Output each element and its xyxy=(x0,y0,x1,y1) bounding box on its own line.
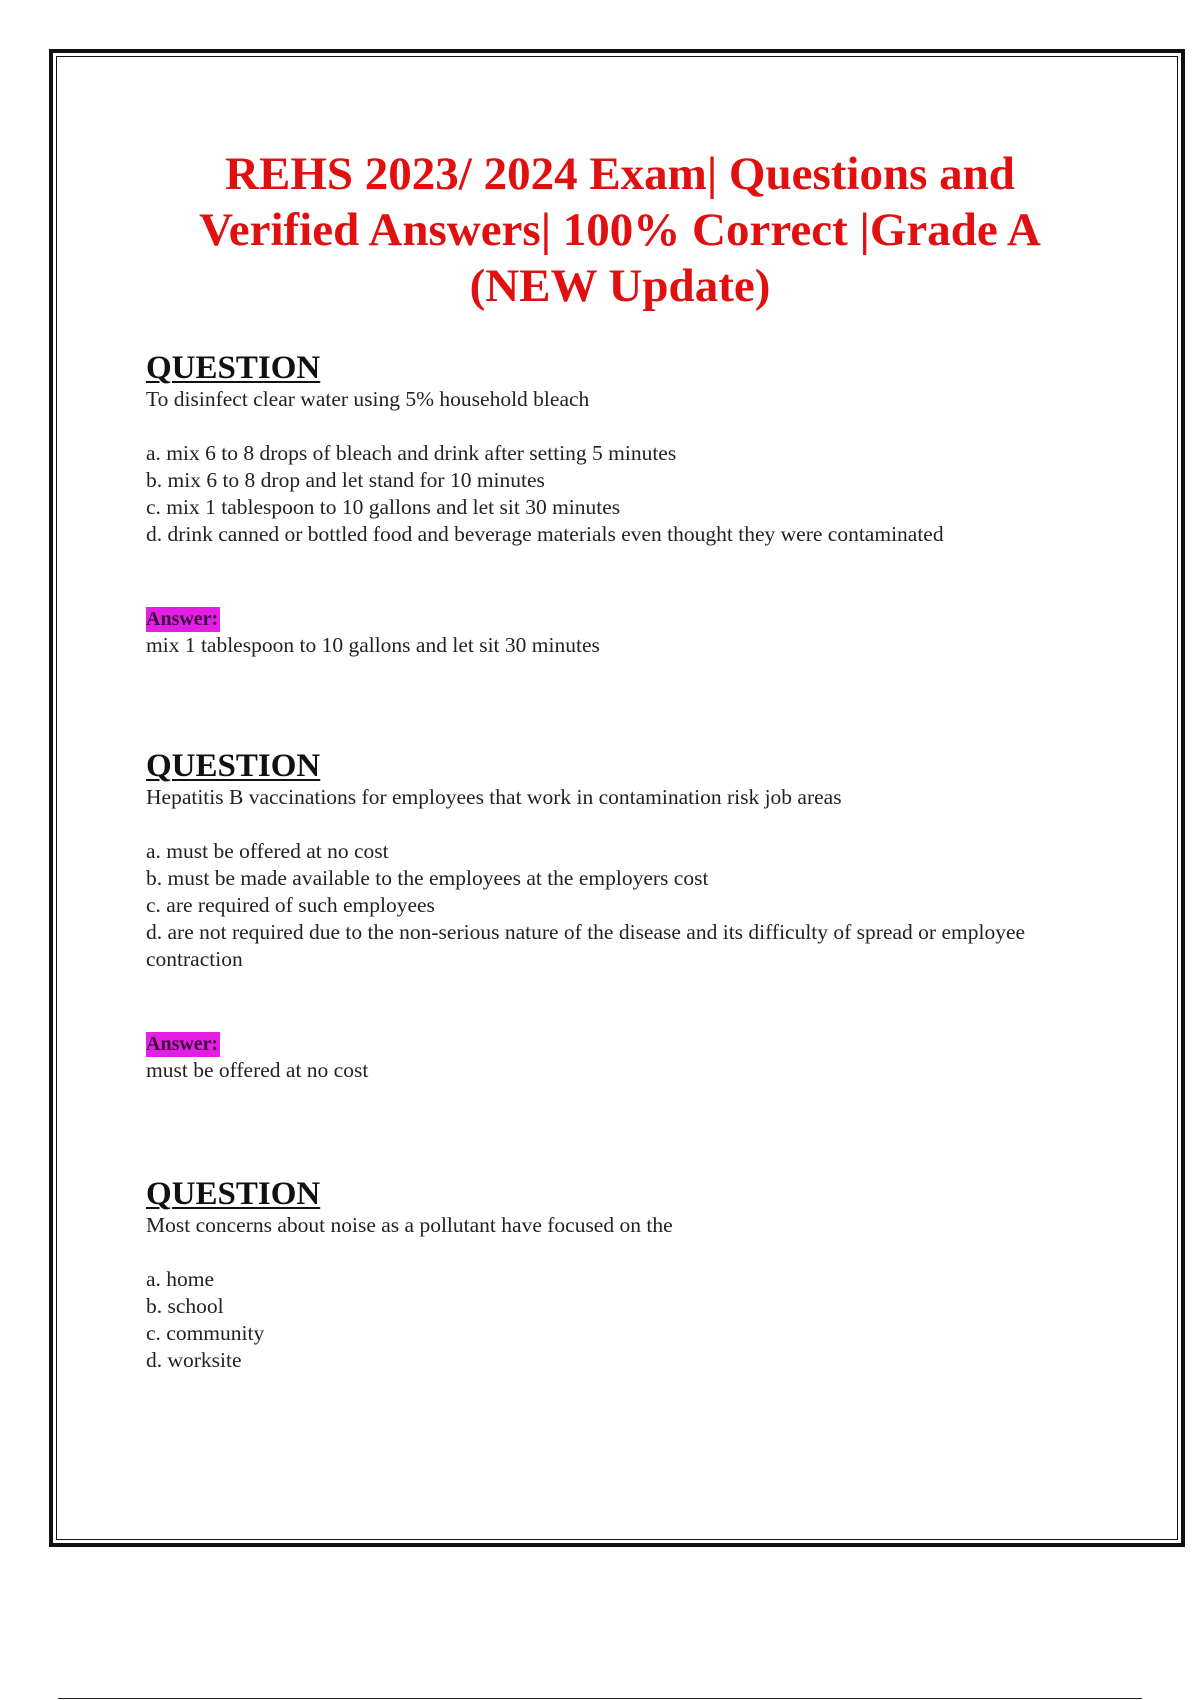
title-line-3: (NEW Update) xyxy=(469,260,771,312)
title-line-1: REHS 2023/ 2024 Exam| Questions and xyxy=(225,148,1015,200)
answer-block xyxy=(146,1032,1066,1084)
question-text: Most concerns about noise as a pollutant have focused on the xyxy=(146,1213,673,1237)
answer-text: must be offered at no cost xyxy=(146,1058,369,1082)
answer-label-highlight: Answer: xyxy=(146,1033,219,1055)
question-block-2 xyxy=(146,748,1066,1084)
option-c: c. mix 1 tablespoon to 10 gallons and let sit 30 minutes xyxy=(146,495,621,519)
option-a: a. must be offered at no cost xyxy=(146,839,389,863)
option-list xyxy=(146,1266,1066,1374)
option-d: d. worksite xyxy=(146,1348,242,1372)
option-d: d. are not required due to the non-serious nature of the disease and its difficulty of spread or employee contraction xyxy=(146,920,1026,971)
document-title xyxy=(100,146,1140,314)
option-list xyxy=(146,440,1066,548)
question-text: Hepatitis B vaccinations for employees that work in contamination risk job areas xyxy=(146,785,842,809)
question-block-1 xyxy=(146,350,1066,659)
question-heading: QUESTION xyxy=(146,1176,321,1212)
option-c: c. are required of such employees xyxy=(146,893,435,917)
option-b: b. must be made available to the employees at the employers cost xyxy=(146,866,709,890)
question-block-3 xyxy=(146,1176,1066,1374)
answer-block xyxy=(146,607,1066,659)
option-a: a. mix 6 to 8 drops of bleach and drink after setting 5 minutes xyxy=(146,441,677,465)
question-heading: QUESTION xyxy=(146,748,321,784)
footer-divider xyxy=(58,1698,1142,1699)
answer-text: mix 1 tablespoon to 10 gallons and let sit 30 minutes xyxy=(146,633,600,657)
title-line-2: Verified Answers| 100% Correct |Grade A xyxy=(199,204,1041,256)
option-list xyxy=(146,838,1066,973)
option-c: c. community xyxy=(146,1321,265,1345)
answer-label-highlight: Answer: xyxy=(146,608,219,630)
question-text: To disinfect clear water using 5% household bleach xyxy=(146,387,590,411)
question-heading: QUESTION xyxy=(146,350,321,386)
option-b: b. school xyxy=(146,1294,224,1318)
option-d: d. drink canned or bottled food and beverage materials even thought they were contaminated xyxy=(146,522,944,546)
option-b: b. mix 6 to 8 drop and let stand for 10 minutes xyxy=(146,468,545,492)
option-a: a. home xyxy=(146,1267,215,1291)
